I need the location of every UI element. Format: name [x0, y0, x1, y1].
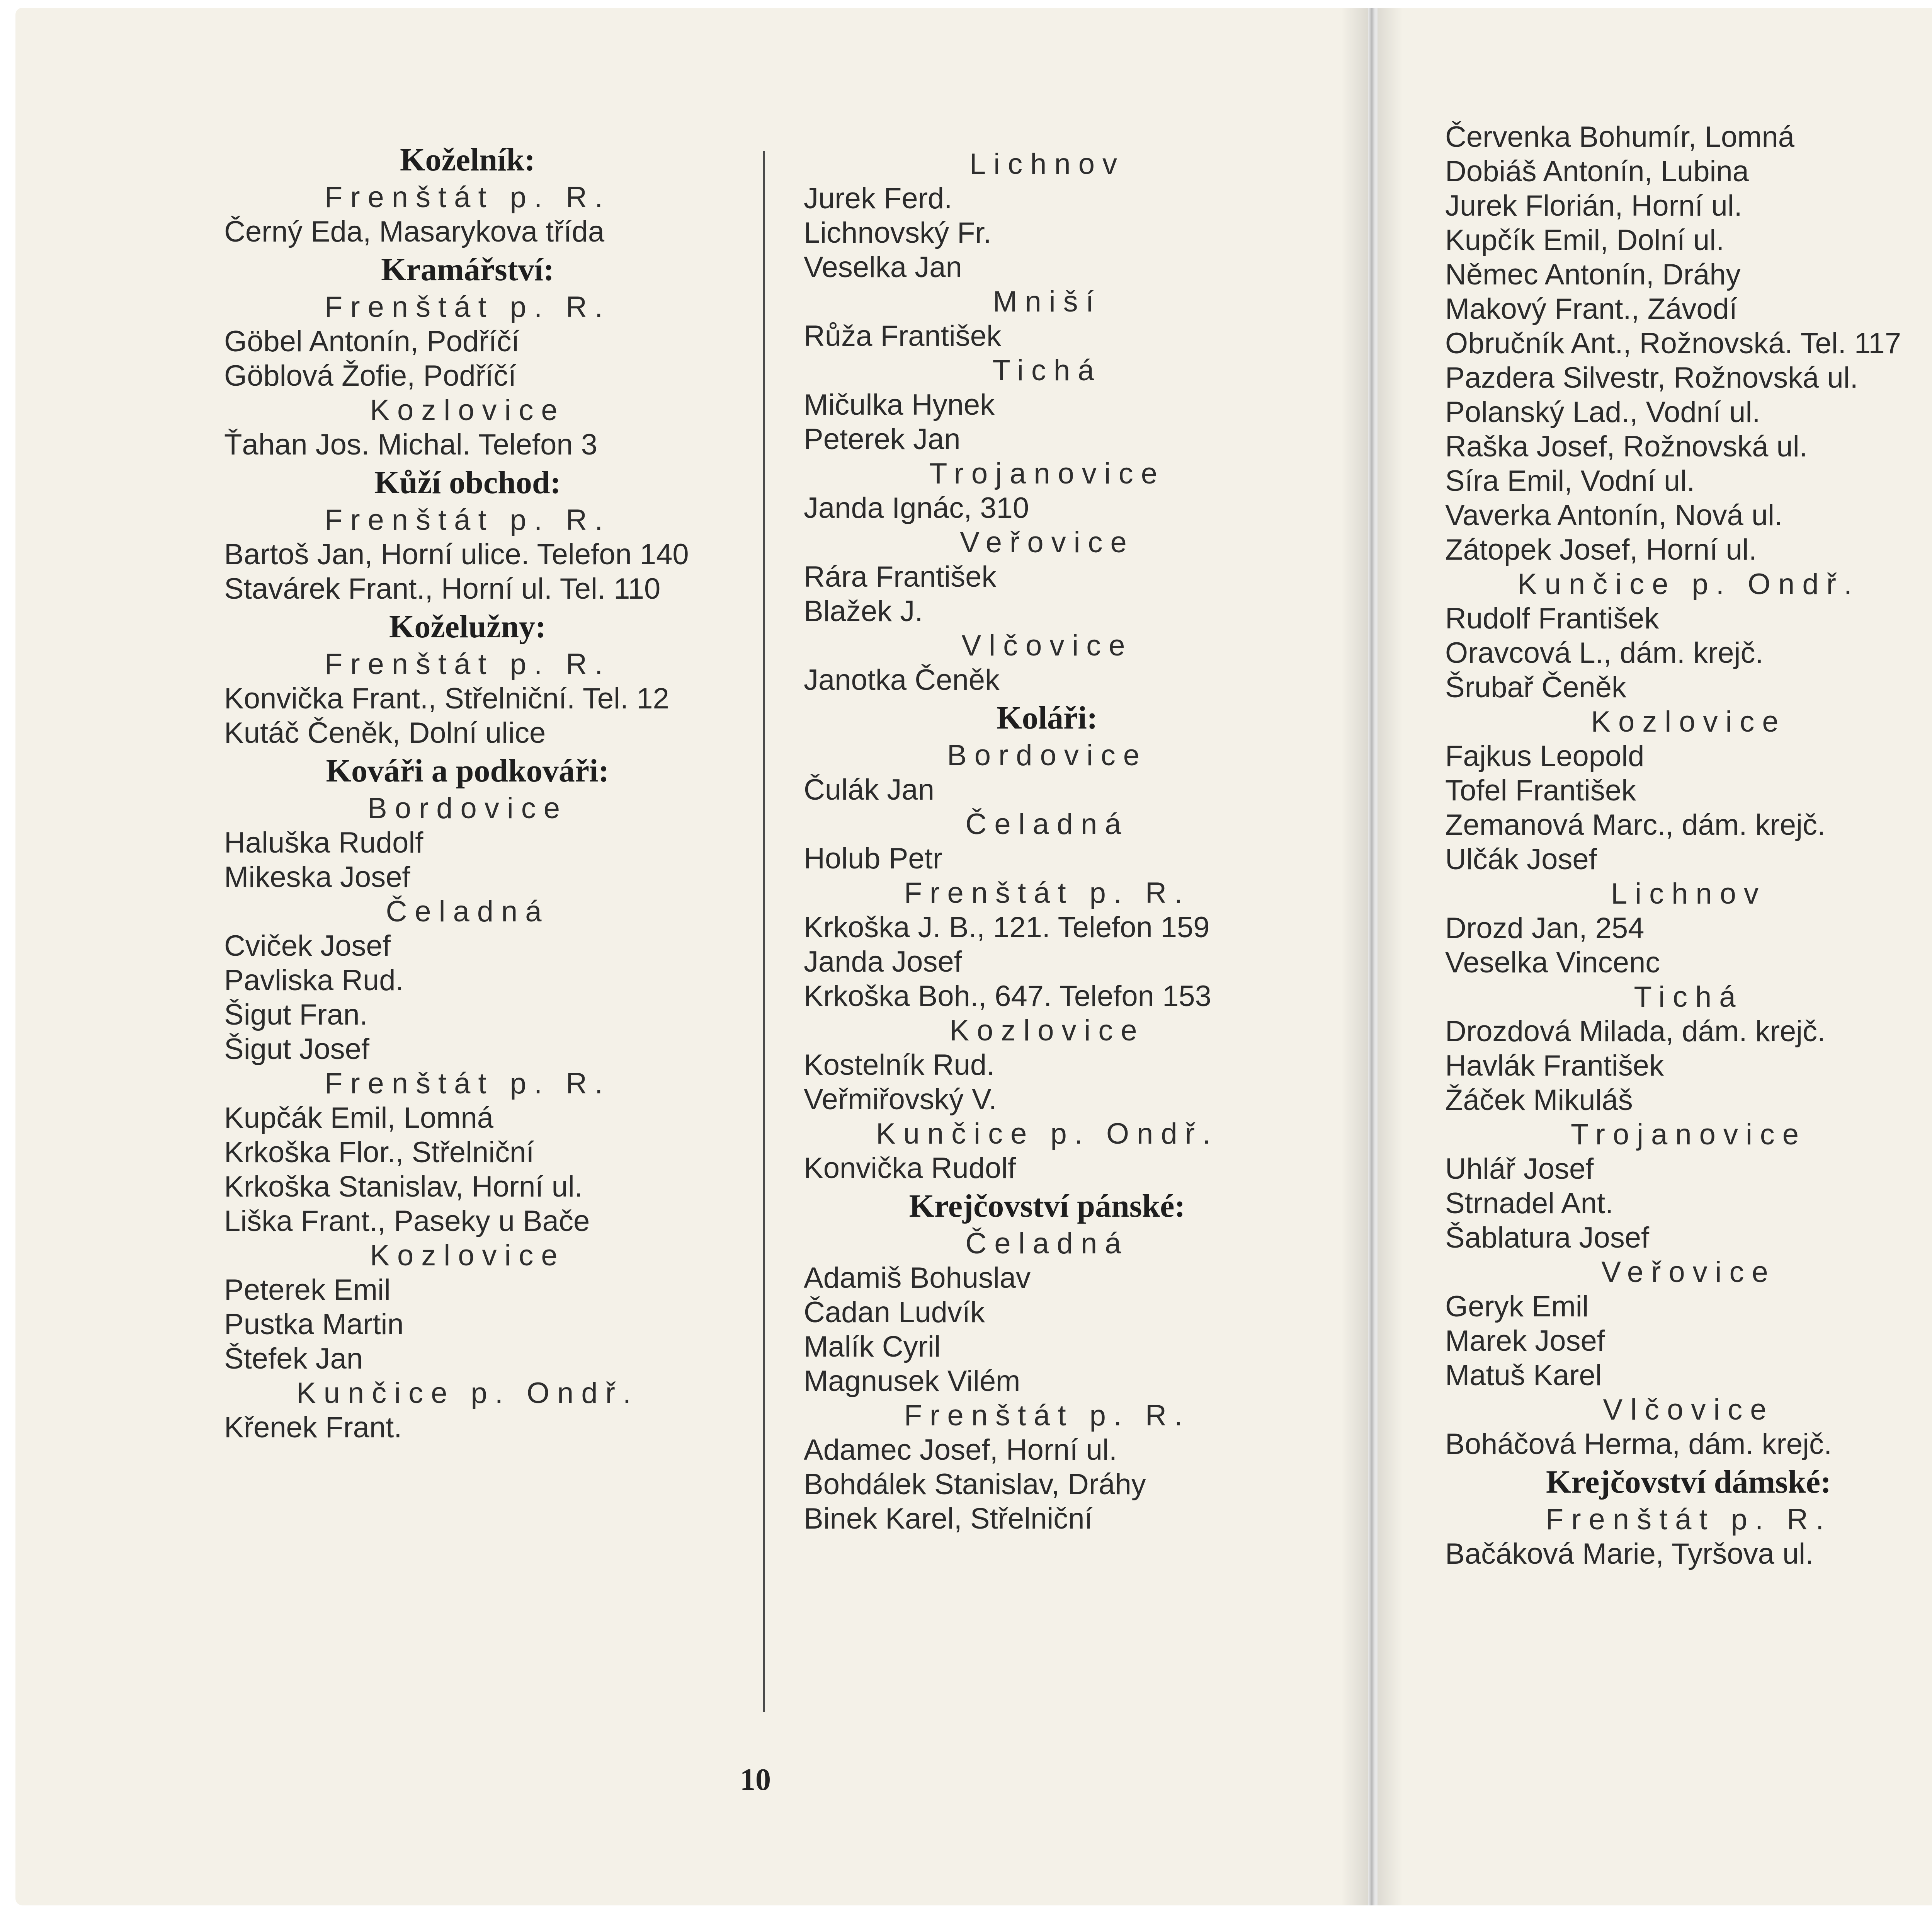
place-heading: Kozlovice: [949, 1014, 1145, 1047]
directory-entry: Magnusek Vilém: [804, 1365, 1020, 1398]
directory-entry: Strnadel Ant.: [1445, 1187, 1614, 1220]
directory-entry: Cviček Josef: [224, 930, 391, 962]
directory-entry: Veselka Jan: [804, 251, 962, 284]
place-heading: Frenštát p. R.: [904, 877, 1190, 909]
directory-entry: Janda Josef: [804, 945, 962, 978]
directory-entry: Síra Emil, Vodní ul.: [1445, 465, 1695, 497]
directory-entry: Bačáková Marie, Tyršova ul.: [1445, 1537, 1814, 1570]
directory-entry: Blažek J.: [804, 595, 923, 628]
directory-entry: Dobiáš Antonín, Lubina: [1445, 155, 1749, 188]
directory-entry: Bohdálek Stanislav, Dráhy: [804, 1468, 1146, 1501]
directory-entry: Žáček Mikuláš: [1445, 1084, 1633, 1117]
directory-entry: Černý Eda, Masarykova třída: [224, 215, 605, 248]
page-number-left: 10: [740, 1763, 771, 1797]
place-heading: Frenštát p. R.: [324, 181, 611, 214]
directory-entry: Rudolf František: [1445, 602, 1659, 635]
directory-entry: Štefek Jan: [224, 1342, 363, 1375]
directory-entry: Jurek Florián, Horní ul.: [1445, 189, 1742, 222]
directory-entry: Mikeska Josef: [224, 861, 410, 894]
category-heading: Koželužny:: [389, 609, 546, 645]
place-heading: Vlčovice: [1603, 1393, 1774, 1426]
directory-entry: Pazdera Silvestr, Rožnovská ul.: [1445, 361, 1858, 394]
directory-entry: Veřmiřovský V.: [804, 1083, 997, 1116]
column-rule-left: [763, 151, 765, 1712]
directory-entry: Makový Frant., Závodí: [1445, 293, 1738, 325]
right-page-column-1: [1445, 120, 1932, 1571]
place-heading: Veřovice: [960, 526, 1134, 559]
directory-entry: Pavliska Rud.: [224, 964, 404, 997]
directory-entry: Konvička Frant., Střelniční. Tel. 12: [224, 682, 669, 715]
directory-entry: Göblová Žofie, Podříčí: [224, 359, 517, 392]
directory-entry: Konvička Rudolf: [804, 1152, 1016, 1185]
place-heading: Frenštát p. R.: [324, 1067, 611, 1100]
directory-entry: Růža František: [804, 320, 1002, 352]
directory-entry: Polanský Lad., Vodní ul.: [1445, 396, 1760, 429]
directory-entry: Ťahan Jos. Michal. Telefon 3: [224, 428, 598, 461]
directory-entry: Binek Karel, Střelniční: [804, 1502, 1093, 1535]
category-heading: Krejčovství pánské:: [909, 1188, 1185, 1224]
directory-entry: Raška Josef, Rožnovská ul.: [1445, 430, 1808, 463]
directory-entry: Tofel František: [1445, 774, 1636, 807]
directory-entry: Janotka Čeněk: [804, 664, 1000, 696]
place-heading: Kunčice p. Ondř.: [1517, 568, 1860, 601]
category-heading: Koláři:: [997, 700, 1098, 736]
directory-entry: Krkoška J. B., 121. Telefon 159: [804, 911, 1210, 944]
place-heading: Čeladná: [965, 808, 1129, 841]
place-heading: Lichnov: [969, 148, 1125, 180]
place-heading: Frenštát p. R.: [324, 291, 611, 323]
directory-entry: Adamec Josef, Horní ul.: [804, 1433, 1117, 1466]
directory-entry: Pustka Martin: [224, 1308, 404, 1341]
place-heading: Mniší: [993, 285, 1102, 318]
place-heading: Kozlovice: [370, 394, 565, 427]
directory-entry: Šrubař Čeněk: [1445, 671, 1626, 704]
directory-entry: Krkoška Boh., 647. Telefon 153: [804, 980, 1211, 1013]
place-heading: Frenštát p. R.: [904, 1399, 1190, 1432]
directory-entry: Šigut Fran.: [224, 998, 368, 1031]
place-heading: Lichnov: [1611, 877, 1766, 910]
category-heading: Krejčovství dámské:: [1546, 1464, 1831, 1500]
place-heading: Čeladná: [386, 895, 549, 928]
directory-entry: Jurek Ferd.: [804, 182, 952, 215]
left-page-column-2: [804, 147, 1291, 1536]
place-heading: Frenštát p. R.: [324, 504, 611, 536]
directory-entry: Matuš Karel: [1445, 1359, 1602, 1392]
place-heading: Trojanovice: [1570, 1118, 1807, 1151]
directory-entry: Obručník Ant., Rožnovská. Tel. 117: [1445, 327, 1901, 360]
directory-entry: Kupčák Emil, Lomná: [224, 1102, 493, 1134]
place-heading: Kunčice p. Ondř.: [296, 1377, 639, 1410]
place-heading: Bordovice: [367, 792, 568, 825]
directory-entry: Geryk Emil: [1445, 1290, 1589, 1323]
category-heading: Kramářství:: [381, 252, 554, 288]
directory-entry: Holub Petr: [804, 842, 943, 875]
category-heading: Koželník:: [400, 142, 535, 178]
place-heading: Kozlovice: [370, 1239, 565, 1272]
directory-entry: Marek Josef: [1445, 1325, 1605, 1357]
directory-entry: Mičulka Hynek: [804, 388, 995, 421]
directory-entry: Drozd Jan, 254: [1445, 912, 1645, 945]
directory-entry: Zemanová Marc., dám. krejč.: [1445, 809, 1826, 841]
directory-entry: Němec Antonín, Dráhy: [1445, 258, 1741, 291]
directory-entry: Křenek Frant.: [224, 1411, 402, 1444]
place-heading: Čeladná: [965, 1227, 1129, 1260]
directory-entry: Červenka Bohumír, Lomná: [1445, 121, 1795, 153]
place-heading: Frenštát p. R.: [324, 648, 611, 681]
place-heading: Kozlovice: [1591, 705, 1786, 738]
directory-entry: Kupčík Emil, Dolní ul.: [1445, 224, 1725, 257]
directory-entry: Havlák František: [1445, 1049, 1664, 1082]
directory-entry: Krkoška Flor., Střelniční: [224, 1136, 534, 1169]
place-heading: Bordovice: [947, 739, 1147, 772]
directory-entry: Adamiš Bohuslav: [804, 1262, 1031, 1294]
directory-entry: Peterek Emil: [224, 1273, 391, 1306]
directory-entry: Janda Ignác, 310: [804, 492, 1029, 524]
directory-entry: Veselka Vincenc: [1445, 946, 1660, 979]
directory-entry: Drozdová Milada, dám. krejč.: [1445, 1015, 1826, 1048]
directory-entry: Boháčová Herma, dám. krejč.: [1445, 1428, 1832, 1461]
directory-entry: Göbel Antonín, Podříčí: [224, 325, 520, 358]
directory-entry: Kutáč Čeněk, Dolní ulice: [224, 717, 546, 749]
directory-entry: Stavárek Frant., Horní ul. Tel. 110: [224, 572, 661, 605]
place-heading: Vlčovice: [961, 629, 1133, 662]
directory-entry: Bartoš Jan, Horní ulice. Telefon 140: [224, 538, 689, 571]
left-page-column-1: [224, 139, 711, 1445]
directory-entry: Haluška Rudolf: [224, 826, 423, 859]
directory-entry: Uhlář Josef: [1445, 1153, 1594, 1185]
directory-entry: Čulák Jan: [804, 773, 934, 806]
place-heading: Veřovice: [1601, 1256, 1776, 1289]
directory-entry: Rára František: [804, 560, 997, 593]
place-heading: Trojanovice: [929, 457, 1165, 490]
category-heading: Kováři a podkováři:: [326, 753, 609, 789]
category-heading: Kůží obchod:: [374, 465, 561, 501]
directory-entry: Krkoška Stanislav, Horní ul.: [224, 1170, 583, 1203]
directory-entry: Malík Cyril: [804, 1330, 941, 1363]
place-heading: Frenštát p. R.: [1545, 1503, 1832, 1536]
place-heading: Kunčice p. Ondř.: [876, 1117, 1219, 1150]
directory-entry: Šablatura Josef: [1445, 1221, 1650, 1254]
directory-entry: Zátopek Josef, Horní ul.: [1445, 533, 1757, 566]
directory-entry: Kostelník Rud.: [804, 1049, 995, 1081]
directory-entry: Oravcová L., dám. krejč.: [1445, 637, 1764, 669]
directory-entry: Čadan Ludvík: [804, 1296, 985, 1329]
place-heading: Tichá: [1634, 981, 1743, 1013]
directory-entry: Peterek Jan: [804, 423, 961, 456]
directory-entry: Liška Frant., Paseky u Bače: [224, 1205, 590, 1238]
directory-entry: Šigut Josef: [224, 1033, 369, 1066]
place-heading: Tichá: [992, 354, 1102, 387]
book-gutter: [1341, 8, 1403, 1905]
directory-entry: Lichnovský Fr.: [804, 216, 992, 249]
directory-entry: Fajkus Leopold: [1445, 740, 1645, 773]
directory-entry: Ulčák Josef: [1445, 843, 1597, 876]
directory-entry: Vaverka Antonín, Nová ul.: [1445, 499, 1783, 532]
